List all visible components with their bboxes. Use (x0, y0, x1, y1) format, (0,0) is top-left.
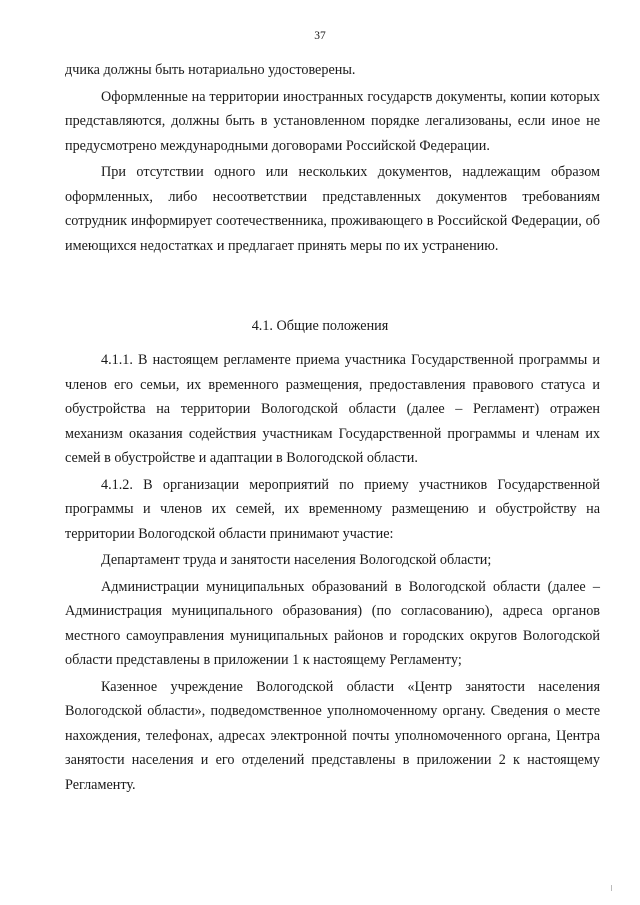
paragraph-4-1-1: 4.1.1. В настоящем регламенте приема участника Государственной программы и членов его семьи, их временного размещения, предоставления правового статуса и обустройства на территории Вологодской области (далее – Регламент) отражен механизм оказания содействия участникам Государственной программы и членам их семей в обустройстве и адаптации в Вологодской области. (65, 352, 600, 466)
paragraph-missing-documents: При отсутствии одного или нескольких документов, надлежащим образом оформленных, либо несоответствии представленных документов требованиям сотрудник информирует соотечественника, проживающего в Российской Федерации, об имеющихся недостатках и предлагает принять меры по их устранению. (65, 164, 600, 254)
paragraph-department: Департамент труда и занятости населения Вологодской области; (101, 552, 492, 568)
page-number: 37 (314, 30, 326, 42)
section-text-block (65, 348, 600, 797)
paragraph-continuation: дчика должны быть нотариально удостоверены. (65, 62, 356, 78)
top-text-block (65, 58, 600, 258)
section-title: 4.1. Общие положения (251, 318, 389, 334)
paragraph-legalization: Оформленные на территории иностранных государств документы, копии которых представляются, должны быть в установленном порядке легализованы, если иное не предусмотрено международными договорами Российской Федерации. (65, 88, 600, 154)
paragraph-administrations: Администрации муниципальных образований в Вологодской области (далее – Администрация муниципального образования) (по согласованию), адреса органов местного самоуправления муниципальных районов и городских округов Вологодской области представлены в приложении 1 к настоящему Регламенту; (65, 578, 600, 668)
paragraph-4-1-2: 4.1.2. В организации мероприятий по приему участников Государственной программы и членов их семей, их временному размещению и обустройству на территории Вологодской области принимают участие: (65, 476, 600, 542)
scan-mark (611, 885, 612, 891)
paragraph-employment-center: Казенное учреждение Вологодской области «Центр занятости населения Вологодской области», подведомственное уполномоченному органу. Сведения о месте нахождения, телефонах, адресах электронной почты уполномоченного органа, Центра занятости населения и его отделений представлены в приложении 2 к настоящему Регламенту. (65, 678, 600, 793)
